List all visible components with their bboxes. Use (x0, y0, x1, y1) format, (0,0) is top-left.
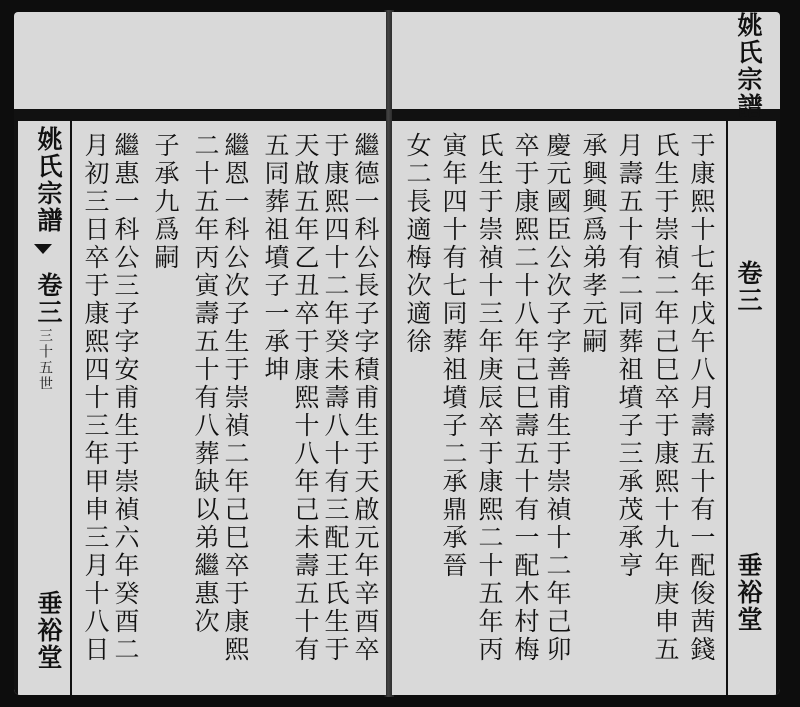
left-column-3: 天啟五年乙丑卒于康熙十八年己未壽五十有 (291, 132, 320, 664)
left-page-frame (14, 109, 18, 695)
right-volume-label: 卷三 (734, 260, 763, 314)
fishtail-mark (34, 244, 52, 254)
right-column-3: 月壽五十有二同葬祖墳子三承茂承亨 (615, 132, 644, 580)
left-column-5: 繼恩一科公次子生于崇禎二年己巳卒于康熙 (221, 132, 250, 664)
right-column-9: 女二長適梅次適徐 (403, 132, 432, 356)
right-book-title: 姚氏宗譜 (734, 12, 763, 120)
left-column-2: 于康熙四十二年癸未壽八十有三配王氏生于 (321, 132, 350, 664)
right-column-5: 慶元國臣公次子字善甫生于崇禎十二年己卯 (543, 132, 572, 664)
right-hall-name: 垂裕堂 (734, 552, 763, 633)
right-page-margin-rule (726, 121, 728, 695)
left-page (14, 12, 386, 695)
generation-label: 三十五世 (37, 328, 53, 392)
right-page-top-border (392, 109, 780, 121)
right-column-2: 氏生于崇禎二年己巳卒于康熙十九年庚申五 (651, 132, 680, 664)
left-column-8: 繼惠一科公三子字安甫生于崇禎六年癸酉二 (111, 132, 140, 664)
right-page-frame (776, 109, 780, 695)
right-column-1: 于康熙十七年戊午八月壽五十有一配俊茜錢 (687, 132, 716, 664)
right-column-8: 寅年四十有七同葬祖墳子二承鼎承晉 (439, 132, 468, 580)
left-column-6: 二十五年丙寅壽五十有八葬缺以弟繼惠次 (191, 132, 220, 636)
left-hall-name: 垂裕堂 (34, 590, 63, 671)
left-page-margin-rule (70, 121, 72, 695)
left-page-top-border (14, 109, 386, 121)
right-column-6: 卒于康熙二十八年己巳壽五十有一配木村梅 (511, 132, 540, 664)
right-column-4: 承興興爲弟孝元嗣 (579, 132, 608, 356)
left-book-title: 姚氏宗譜 (34, 126, 63, 234)
left-column-7: 子承九爲嗣 (151, 132, 180, 272)
left-column-9: 月初三日卒于康熙四十三年甲申三月十八日 (81, 132, 110, 664)
right-page (392, 12, 780, 695)
left-column-4: 五同葬祖墳子一承坤 (261, 132, 290, 384)
right-column-7: 氏生于崇禎十三年庚辰卒于康熙二十五年丙 (475, 132, 504, 664)
left-column-1: 繼德一科公長子字積甫生于天啟元年辛酉卒 (351, 132, 380, 664)
left-volume-label: 卷三 (34, 272, 63, 326)
